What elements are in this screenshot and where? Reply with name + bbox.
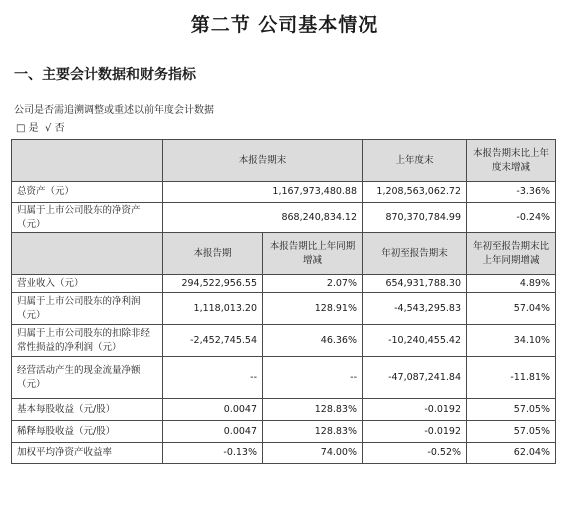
value-cell: 128.83% [263,421,363,443]
value-cell: 34.10% [467,325,556,357]
table-row [12,182,556,203]
table-row [12,293,556,325]
value-cell: 57.04% [467,293,556,325]
value-cell: -- [263,357,363,399]
row-label: 稀释每股收益（元/股） [12,421,163,443]
header-current-period: 本报告期 [163,233,263,275]
table1-header-row [12,140,556,182]
value-cell: -47,087,241.84 [363,357,467,399]
value-cell: 1,118,013.20 [163,293,263,325]
value-cell: 1,167,973,480.88 [163,182,363,203]
row-label: 加权平均净资产收益率 [12,443,163,464]
value-cell: 74.00% [263,443,363,464]
row-label: 总资产（元） [12,182,163,203]
value-cell: 1,208,563,062.72 [363,182,467,203]
value-cell: -3.36% [467,182,556,203]
value-cell: 654,931,788.30 [363,275,467,293]
table-row [12,399,556,421]
header-current-period-end: 本报告期末 [163,140,363,182]
header-prior-year-end: 上年度末 [363,140,467,182]
table-row [12,443,556,464]
row-label: 归属于上市公司股东的扣除非经常性损益的净利润（元） [12,325,163,357]
restatement-options [16,119,65,134]
row-label: 归属于上市公司股东的净利润（元） [12,293,163,325]
value-cell: -0.0192 [363,399,467,421]
value-cell: 4.89% [467,275,556,293]
header-period-change: 本报告期比上年同期增减 [263,233,363,275]
table-row [12,421,556,443]
value-cell: -4,543,295.83 [363,293,467,325]
checkbox-icon: □ [16,123,26,134]
value-cell: -0.52% [363,443,467,464]
value-cell: 128.91% [263,293,363,325]
value-cell: 0.0047 [163,399,263,421]
value-cell: 294,522,956.55 [163,275,263,293]
row-label: 经营活动产生的现金流量净额（元） [12,357,163,399]
value-cell: 868,240,834.12 [163,203,363,233]
section-title: 第二节 公司基本情况 [190,14,379,36]
option-no-label: 否 [54,123,65,134]
value-cell: -2,452,745.54 [163,325,263,357]
row-label: 营业收入（元） [12,275,163,293]
table-row [12,275,556,293]
header-ytd: 年初至报告期末 [363,233,467,275]
value-cell: -11.81% [467,357,556,399]
value-cell: 46.36% [263,325,363,357]
restatement-question: 公司是否需追溯调整或重述以前年度会计数据 [14,105,214,116]
value-cell: 128.83% [263,399,363,421]
value-cell: 2.07% [263,275,363,293]
value-cell: 0.0047 [163,421,263,443]
value-cell: 57.05% [467,399,556,421]
header-change-vs-prior-year-end: 本报告期末比上年度末增减 [467,140,556,182]
header-blank [12,140,163,182]
table2-header-row [12,233,556,275]
row-label: 基本每股收益（元/股） [12,399,163,421]
table-row [12,325,556,357]
value-cell: -10,240,455.42 [363,325,467,357]
header-blank [12,233,163,275]
table-row [12,203,556,233]
header-ytd-change: 年初至报告期末比上年同期增减 [467,233,556,275]
value-cell: -0.24% [467,203,556,233]
value-cell: -0.0192 [363,421,467,443]
table-row [12,357,556,399]
value-cell: 870,370,784.99 [363,203,467,233]
sub-title: 一、主要会计数据和财务指标 [14,67,196,83]
value-cell: 57.05% [467,421,556,443]
option-yes-label: 是 [28,123,39,134]
value-cell: -- [163,357,263,399]
financial-data-table [11,139,555,464]
value-cell: 62.04% [467,443,556,464]
value-cell: -0.13% [163,443,263,464]
check-icon: √ [45,123,52,134]
row-label: 归属于上市公司股东的净资产（元） [12,203,163,233]
